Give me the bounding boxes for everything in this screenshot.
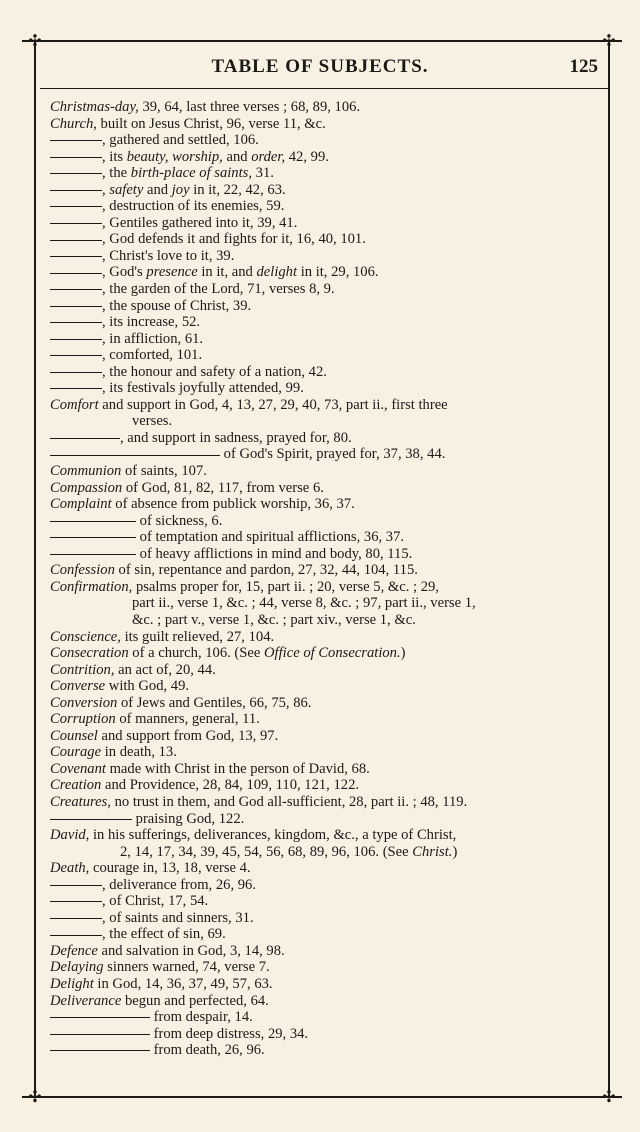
index-entry: , of saints and sinners, 31. [50, 910, 606, 927]
index-entry: Conscience, its guilt relieved, 27, 104. [50, 628, 275, 645]
corner-ornament-icon: ✣ [28, 31, 42, 50]
index-entry: , destruction of its enemies, 59. [50, 198, 606, 215]
index-entry: , and support in sadness, prayed for, 80. [50, 430, 606, 447]
index-entry-continuation: 2, 14, 17, 34, 39, 45, 54, 56, 68, 89, 96, 106. (See Christ.) [120, 843, 458, 860]
corner-ornament-icon: ✣ [602, 31, 616, 50]
right-border-rule [608, 40, 610, 1098]
index-entry: of God's Spirit, prayed for, 37, 38, 44. [50, 446, 606, 463]
top-border-rule [22, 40, 622, 42]
index-entry: Courage in death, 13. [50, 744, 177, 761]
header-rule [40, 88, 608, 89]
index-entry: David, in his sufferings, deliverances, kingdom, &c., a type of Christ, [50, 827, 457, 844]
index-entry: , comforted, 101. [50, 347, 606, 364]
index-entry: Comfort and support in God, 4, 13, 27, 29, 40, 73, part ii., first three [50, 396, 448, 413]
corner-ornament-icon: ✣ [602, 1087, 616, 1106]
page-header [40, 56, 600, 82]
index-entry: of sickness, 6. [50, 513, 606, 530]
index-entry: , Gentiles gathered into it, 39, 41. [50, 215, 606, 232]
index-entry: , safety and joy in it, 22, 42, 63. [50, 182, 606, 199]
index-entry: Delaying sinners warned, 74, verse 7. [50, 959, 270, 976]
left-border-rule [34, 40, 36, 1098]
page-title: TABLE OF SUBJECTS. [211, 56, 429, 77]
index-entry-continuation: verses. [132, 413, 173, 430]
index-entry: from despair, 14. [50, 1009, 606, 1026]
index-entry: Counsel and support from God, 13, 97. [50, 727, 279, 744]
subject-index [50, 99, 606, 1059]
index-entry: Church, built on Jesus Christ, 96, verse 11, &c. [50, 115, 326, 132]
index-entry: Contrition, an act of, 20, 44. [50, 661, 216, 678]
index-entry: Creatures, no trust in them, and God all-sufficient, 28, part ii. ; 48, 119. [50, 793, 468, 810]
index-entry: , the effect of sin, 69. [50, 926, 606, 943]
index-entry: Delight in God, 14, 36, 37, 49, 57, 63. [50, 975, 273, 992]
index-entry: of heavy afflictions in mind and body, 80, 115. [50, 546, 606, 563]
index-entry: Covenant made with Christ in the person of David, 68. [50, 760, 370, 777]
index-entry: , its festivals joyfully attended, 99. [50, 380, 606, 397]
index-entry: , deliverance from, 26, 96. [50, 877, 606, 894]
index-entry: Confirmation, psalms proper for, 15, part ii. ; 20, verse 5, &c. ; 29, [50, 578, 439, 595]
index-entry: , the honour and safety of a nation, 42. [50, 364, 606, 381]
index-entry: praising God, 122. [50, 811, 606, 828]
index-entry: , the garden of the Lord, 71, verses 8, 9. [50, 281, 606, 298]
index-entry: Christmas-day, 39, 64, last three verses ; 68, 89, 106. [50, 99, 361, 115]
index-entry: Creation and Providence, 28, 84, 109, 110, 121, 122. [50, 777, 360, 794]
index-entry: , God defends it and fights for it, 16, 40, 101. [50, 231, 606, 248]
index-entry: Defence and salvation in God, 3, 14, 98. [50, 942, 285, 959]
corner-ornament-icon: ✣ [28, 1087, 42, 1106]
index-entry: , its beauty, worship, and order, 42, 99. [50, 149, 606, 166]
index-entry: , the spouse of Christ, 39. [50, 298, 606, 315]
index-entry-continuation: part ii., verse 1, &c. ; 44, verse 8, &c. ; 97, part ii., verse 1, [132, 595, 476, 612]
index-entry: , God's presence in it, and delight in it, 29, 106. [50, 264, 606, 281]
index-entry: from death, 26, 96. [50, 1042, 606, 1059]
index-entry: , gathered and settled, 106. [50, 132, 606, 149]
index-entry: Confession of sin, repentance and pardon, 27, 32, 44, 104, 115. [50, 562, 418, 579]
index-entry: , in affliction, 61. [50, 331, 606, 348]
index-entry: Death, courage in, 13, 18, verse 4. [50, 860, 251, 877]
index-entry: , of Christ, 17, 54. [50, 893, 606, 910]
index-entry: Conversion of Jews and Gentiles, 66, 75, 86. [50, 694, 312, 711]
index-entry: of temptation and spiritual afflictions, 36, 37. [50, 529, 606, 546]
page-number: 125 [569, 56, 598, 77]
index-entry: Consecration of a church, 106. (See Office of Consecration.) [50, 645, 406, 662]
index-entry: from deep distress, 29, 34. [50, 1026, 606, 1043]
index-entry: Communion of saints, 107. [50, 463, 207, 480]
index-entry: , Christ's love to it, 39. [50, 248, 606, 265]
index-entry: Converse with God, 49. [50, 678, 190, 695]
index-entry: Deliverance begun and perfected, 64. [50, 992, 269, 1009]
index-entry: Complaint of absence from publick worship, 36, 37. [50, 496, 355, 513]
index-entry-continuation: &c. ; part v., verse 1, &c. ; part xiv., verse 1, &c. [132, 611, 416, 628]
bottom-border-rule [22, 1096, 622, 1098]
index-entry: Compassion of God, 81, 82, 117, from verse 6. [50, 479, 324, 496]
index-entry: Corruption of manners, general, 11. [50, 711, 260, 728]
index-entry: , the birth-place of saints, 31. [50, 165, 606, 182]
index-entry: , its increase, 52. [50, 314, 606, 331]
